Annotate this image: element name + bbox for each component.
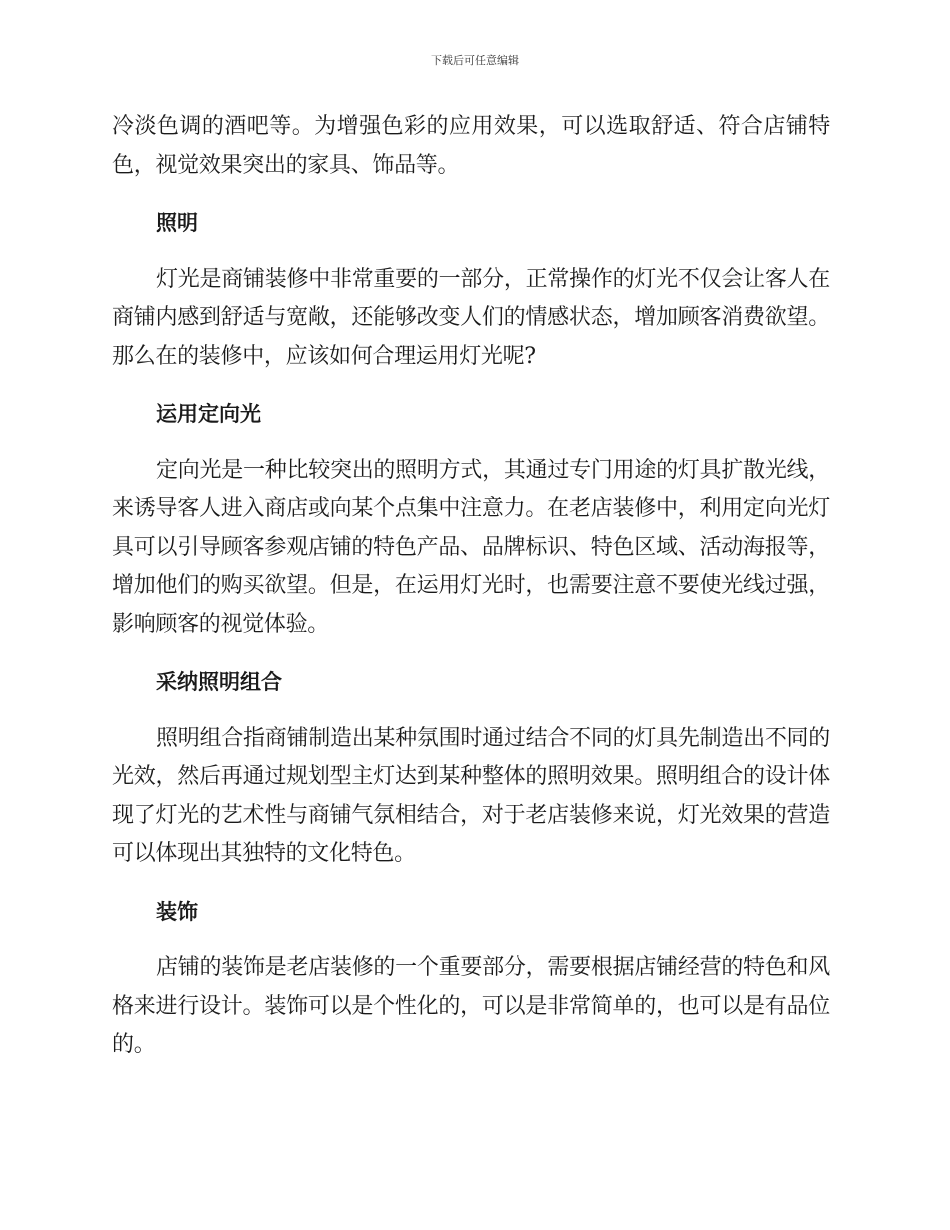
heading-lighting-combination: 采纳照明组合	[156, 670, 282, 694]
paragraph-decoration: 店铺的装饰是老店装修的一个重要部分，需要根据店铺经营的特色和风格来进行设计。装饰可以是个性化的，可以是非常简单的，也可以是有品位的。	[112, 955, 830, 1057]
paragraph-lighting-combination: 照明组合指商铺制造出某种氛围时通过结合不同的灯具先制造出不同的光效，然后再通过规划型主灯达到某种整体的照明效果。照明组合的设计体现了灯光的艺术性与商铺气氛相结合，对于老店装修来说，灯光效果的营造可以体现出其独特的文化特色。	[112, 725, 830, 866]
paragraph-lighting: 灯光是商铺装修中非常重要的一部分，正常操作的灯光不仅会让客人在商铺内感到舒适与宽敞，还能够改变人们的情感状态，增加顾客消费欲望。那么在的装修中，应该如何合理运用灯光呢?	[112, 266, 830, 369]
heading-lighting: 照明	[156, 211, 198, 235]
paragraph-color-continuation: 冷淡色调的酒吧等。为增强色彩的应用效果，可以选取舒适、符合店铺特色，视觉效果突出的家具、饰品等。	[112, 114, 830, 178]
page-header: 下载后可任意编辑	[431, 54, 519, 67]
heading-directional-light: 运用定向光	[156, 402, 261, 426]
document-body	[112, 108, 830, 1065]
heading-decoration: 装饰	[156, 899, 198, 924]
paragraph-directional-light: 定向光是一种比较突出的照明方式，其通过专门用途的灯具扩散光线，来诱导客人进入商店或向某个点集中注意力。在老店装修中，利用定向光灯具可以引导顾客参观店铺的特色产品、品牌标识、特色区域、活动海报等，增加他们的购买欲望。但是，在运用灯光时，也需要注意不要使光线过强，影响顾客的视觉体验。	[112, 457, 830, 637]
